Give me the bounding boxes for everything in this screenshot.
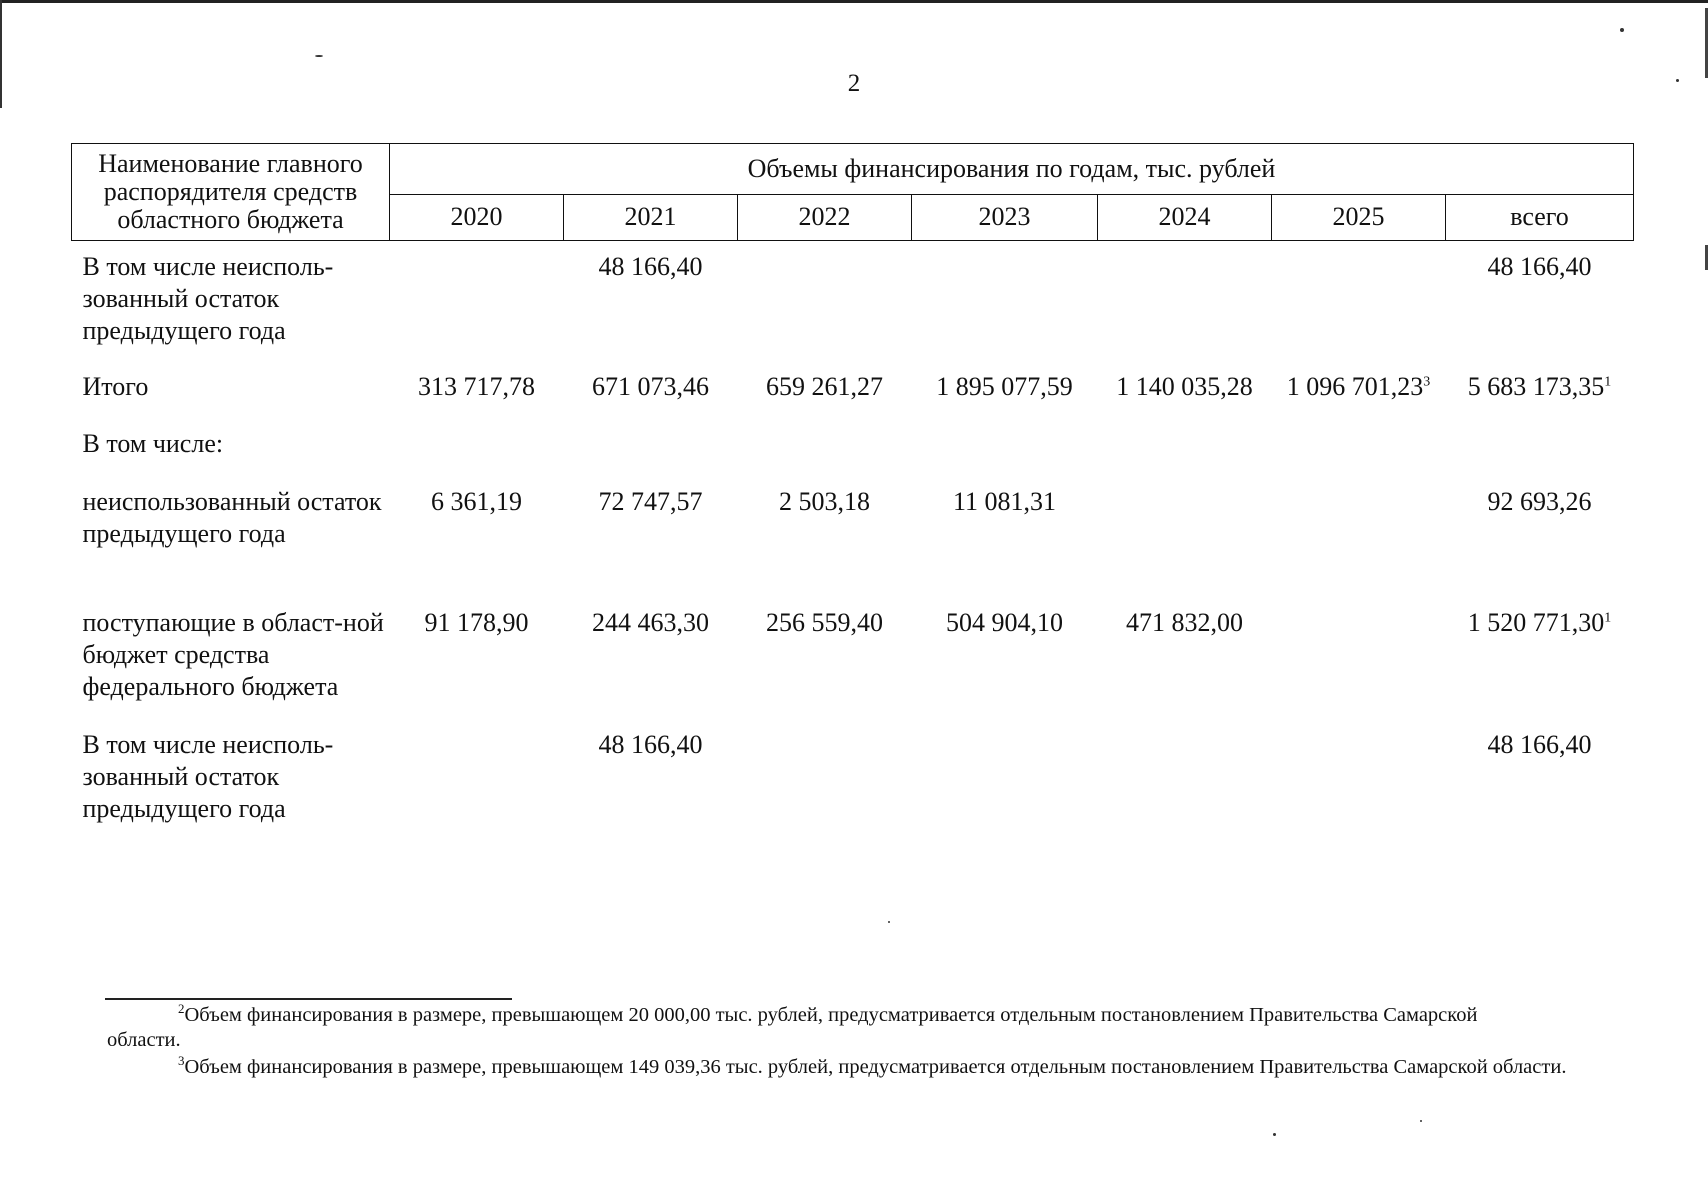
cell-2022 — [738, 729, 912, 829]
footnote-text: Объем финансирования в размере, превышающем 20 000,00 тыс. рублей, предусматривается отдельным постановлением Правительства Самарской — [184, 1004, 1478, 1026]
cell-2022: 2 503,18 — [779, 487, 870, 516]
footnote-text: Объем финансирования в размере, превышающем 149 039,36 тыс. рублей, предусматривается отдельным постановлением Правительства Самарской области. — [184, 1056, 1567, 1078]
header-year-2025: 2025 — [1272, 194, 1446, 240]
table-row — [72, 486, 1634, 607]
cell-total-value: 48 166,40 — [1487, 730, 1592, 759]
page-number: 2 — [847, 70, 861, 97]
row-label: поступающие в област-ной бюджет средства федерального бюджета — [82, 608, 384, 701]
table-row — [72, 371, 1634, 428]
cell-2022: 256 559,40 — [766, 608, 883, 637]
cell-2021: 72 747,57 — [598, 487, 703, 516]
scan-speck — [1420, 1120, 1422, 1122]
footnote-separator — [105, 998, 512, 1000]
cell-total-footnote-mark: 1 — [1604, 374, 1612, 390]
cell-2024: 471 832,00 — [1126, 608, 1243, 637]
header-year-2022: 2022 — [738, 194, 912, 240]
cell-total-value: 48 166,40 — [1487, 252, 1592, 281]
row-label: неиспользованный остаток предыдущего года — [82, 487, 382, 548]
cell-total — [1446, 251, 1634, 371]
cell-2021: 244 463,30 — [592, 608, 709, 637]
cell-2024 — [1098, 486, 1272, 607]
footnote-2 — [178, 1003, 1678, 1028]
cell-2020: 91 178,90 — [424, 608, 529, 637]
cell-total-footnote-mark: 1 — [1604, 610, 1612, 626]
table-row — [72, 428, 1634, 486]
cell-2024 — [1098, 729, 1272, 829]
cell-total: 92 693,26 — [1487, 487, 1592, 516]
cell-total — [1446, 729, 1634, 829]
cell-2025 — [1272, 607, 1446, 729]
scan-top-edge — [0, 0, 1708, 3]
row-label: В том числе неисполь-зованный остаток предыдущего года — [82, 252, 334, 345]
cell-2023: 11 081,31 — [952, 487, 1057, 516]
cell-2022 — [738, 251, 912, 371]
scan-speck — [1273, 1133, 1276, 1136]
cell-2025-value: 1 096 701,23 — [1286, 372, 1424, 401]
cell-total-value: 1 520 771,30 — [1467, 608, 1605, 637]
cell-2024 — [1098, 251, 1272, 371]
footnote-mark: 2 — [178, 1001, 185, 1017]
cell-2022: 659 261,27 — [766, 372, 883, 401]
table-row — [72, 607, 1634, 729]
scan-speck — [1620, 28, 1624, 32]
cell-2023 — [912, 251, 1098, 371]
header-financing-group: Объемы финансирования по годам, тыс. рублей — [390, 144, 1634, 195]
financing-table — [71, 143, 1634, 829]
cell-2025-footnote-mark: 3 — [1423, 374, 1431, 390]
row-label: Итого — [82, 372, 149, 401]
cell-2020: 313 717,78 — [418, 372, 535, 401]
cell-2021: 48 166,40 — [598, 252, 703, 281]
table-row — [72, 251, 1634, 371]
header-name-column: Наименование главного распорядителя средств областного бюджета — [72, 144, 390, 241]
table-row — [72, 729, 1634, 829]
scan-speck — [888, 921, 890, 923]
header-year-2024: 2024 — [1098, 194, 1272, 240]
cell-2020 — [390, 251, 564, 371]
cell-2023 — [912, 729, 1098, 829]
header-total: всего — [1446, 194, 1634, 240]
cell-2025 — [1272, 729, 1446, 829]
cell-2021: 671 073,46 — [592, 372, 709, 401]
row-label: В том числе неисполь-зованный остаток предыдущего года — [82, 730, 334, 823]
cell-total — [1446, 371, 1634, 428]
cell-2024: 1 140 035,28 — [1116, 372, 1253, 401]
cell-2023: 504 904,10 — [946, 608, 1063, 637]
cell-2025 — [1272, 371, 1446, 428]
footnote-mark: 3 — [178, 1053, 185, 1069]
header-year-2021: 2021 — [564, 194, 738, 240]
scan-speck — [315, 55, 323, 57]
cell-2020 — [390, 729, 564, 829]
footnote-2-continuation: области. — [107, 1029, 181, 1051]
cell-total-value: 5 683 173,35 — [1467, 372, 1605, 401]
cell-2023: 1 895 077,59 — [936, 372, 1073, 401]
header-year-2023: 2023 — [912, 194, 1098, 240]
footnote-3 — [178, 1055, 1698, 1080]
row-label: В том числе: — [82, 429, 224, 458]
cell-2025 — [1272, 486, 1446, 607]
cell-2020: 6 361,19 — [431, 487, 522, 516]
cell-total — [1446, 607, 1634, 729]
cell-2021: 48 166,40 — [598, 730, 703, 759]
cell-2025 — [1272, 251, 1446, 371]
header-year-2020: 2020 — [390, 194, 564, 240]
